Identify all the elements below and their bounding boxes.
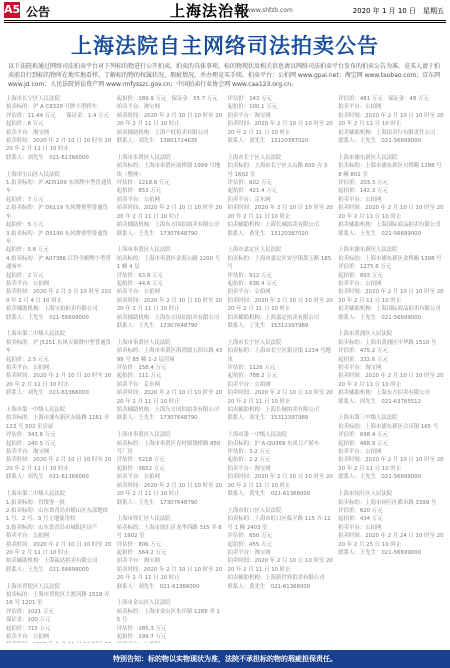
notice-column-text: 评估价：143 万元 起拍价：100.1 万元 拍卖平台：淘宝网 拍卖时间：2020 年 2 月 10 日 10 时至 2020 年 2 月 11 日 10 时止 联系人：刘先生 13120387020 上海市长宁区人民法院 拍卖标的：上海市长宁区天山路 600 弄 3 号 1602 室 评估价：602 万元 起拍价：421.4 万元 拍卖平台：京东网 拍卖时间：2020 年 2 月 10 日 10 时至 2020 年 2 月 11 日 10 时止 拍卖辅助机构：上海长城拍卖有限公司 联系人：黄先生 13120387020 上海市嘉定区人民法院 拍卖标的：上海市嘉定区安亭镇墨玉路 185 号 评估价：912 万元 起拍价：638.4 万元 拍卖平台：公拍网 拍卖时间：2020 年 2 月 10 日 10 时至 2020 年 2 月 11 日 10 时止 拍卖辅助机构：上海嘉定拍卖有限公司 联系人：丁先生 15312397989 上海市长宁区人民法院 拍卖标的：上海市长宁区新泾镇 1234 号地块 评估价：1126 万元 起拍价：788.2 万元 拍卖平台：公拍网 拍卖时间：2020 年 2 月 10 日 10 时至 2020 年 2 月 11 日 10 时止 拍卖辅助机构：上海长城拍卖有限公司 联系人：刘先生 15312397989 上海市第一中级人民法院 拍卖标的：沪 A·QU369 东风日产轿车 评估价：3.2 万元 起拍价：2.2 万元 拍卖平台：淘宝网 拍卖时间：2020 年 2 月 10 日 10 时至 2020 年 2 月 11 日 10 时止 联系人：黄先生 021-61366000 上海市虹口区人民法院 拍卖标的：上海市虹口区临平路 115 弄 12 号 1 幢 2403 室 评估价：650 万元 起拍价：455 万元 拍卖平台：淘宝网 拍卖时间：2020 年 2 月 10 日 10 时至 2020 年 2 月 11 日 10 时止 拍卖辅助机构：上海新世界拍卖有限公司 联系人：黄先生 021-61366000 [227,96,333,590]
masthead [0,0,450,22]
page-title: 上海法院自主网络司法拍卖公告 [71,34,379,58]
newspaper-url: www.shfzb.com [246,7,293,14]
issue-date: 2020 年 1 月 10 日 星期五 [352,7,444,15]
notice-column-4 [338,95,444,643]
intro-paragraph [8,62,442,89]
masthead-divider [4,20,446,21]
section-label: 公告 [26,5,51,19]
notice-columns [6,95,444,643]
notice-column-1 [6,95,112,643]
intro-text: 以下法院拟通过网络司法拍卖平台对下列标的物进行公开拍卖，拍卖的具体事项、标的物现状及相关信息请以网络司法拍卖平台发布的拍卖公告为准。竞买人请于拍卖前自行到标的物所在地实地看样，了解标的物的权属状况、瑕疵情况，并办理竞买手续。拍卖平台：公拍网 www.gpai.net；淘宝网 www.taobao.com；京东网 www.jd.com；人民法院诉讼资产网 www.rmfysszc.gov.cn；中国拍卖行业协会网 www.caa123.org.cn。 [8,63,441,88]
notice-column-2 [117,95,223,643]
notice-column-text: 上海市长宁区人民法院 拍卖标的：沪 A·C8329 号牌小型轿车 评估价：11.44 万元 保证金：1.4 万元 起拍价：8 万元 拍卖平台：淘宝网 拍卖时间：2020 年 2 月 10 日 10 时至 2020 年 2 月 11 日 10 时止 联系人：刘先生 021-61366000 上海市宝山区人民法院 1.拍卖标的：沪 AD5109 东风牌中型普通货车 起拍价：7 万元 2.拍卖标的：沪 D6119 东风牌重型普通货车 起拍价：5 万元 3.拍卖标的：沪 D5190 东风牌重型普通货车 起拍价：5.6 万元 4.拍卖标的：沪 A07386 江铃全顺牌小型普通客车 起拍价：2 万元 拍卖平台：公拍网 拍卖时间：2020 年 2 月 3 日 10 时至 2020 年 2 月 4 日 10 时止 拍卖辅助机构：上海宝拍拍卖有限公司 联系人：王先生 021-56699000 上海市第二中级人民法院 拍卖标的：沪 J5251 东风天锦牌中型普通货车 起拍价：2.5 万元 拍卖平台：公拍网 拍卖时间：2020 年 2 月 10 日 10 时至 2020 年 2 月 11 日 10 时止 联系人：刘先生 021-61366000 上海市第一中级人民法院 拍卖标的：上海市浦东新区东陆路 1161 弄 123 号 502 室房屋 评估价：343.6 万元 起拍价：240.5 万元 拍卖平台：淘宝网 拍卖时间：2020 年 2 月 10 日 10 时至 2020 年 2 月 11 日 10 时止 联系人：刘先生 021-61366000 上海市第二中级人民法院 1.拍卖标的：管线等一批 2.拍卖标的：山东省青岛市崂山区东部地块 1 号、2 号、3 号土地使用权 3.拍卖标的：山东省青岛市城阳区房产 拍卖平台：公拍网 拍卖时间：2020 年 2 月 10 日 10 时至 2020 年 2 月 11 日 10 时止 拍卖辅助机构：上海福达拍卖有限公司 联系人：王先生 021-56699000 上海市普陀区人民法院 拍卖标的：上海市普陀区大渡河路 1518 弄 16 号 1201 室 评估价：1021 万元 保证金：100 万元 起拍价：715 万元 拍卖平台：公拍网 [6,96,112,640]
notice-column-text: 评估价：481 万元 保证金：48 万元 拍卖平台：公拍网 拍卖时间：2020 年 2 月 10 日 10 时至 2020 年 2 月 11 日 10 时止 拍卖辅助机构：上海拍卖行有限责任公司 联系人：王先生 021-56699000 上海市浦东新区人民法院 拍卖标的：上海市浦东新区川桥路 1288 号 8 幢 802 室 评估价：203.3 万元 起拍价：142.3 万元 拍卖平台：公拍网 拍卖时间：2020 年 2 月 10 日 10 时至 2020 年 2 月 11 日 10 时止 拍卖辅助机构：上海国际商品拍卖有限公司 联系人：王先生 021-56699000 上海市浦东新区人民法院 拍卖标的：上海市浦东新区金桥路 1398 号 评估价：1275.6 万元 起拍价：893 万元 拍卖平台：公拍网 拍卖时间：2020 年 2 月 10 日 10 时至 2020 年 2 月 11 日 10 时止 拍卖辅助机构：上海国际商品拍卖有限公司 联系人：王先生 021-56699000 上海市黄浦区人民法院 拍卖标的：上海市黄浦区中华路 1510 号 评估价：475.2 万元 起拍价：332.6 万元 拍卖平台：淘宝网 拍卖时间：2020 年 2 月 10 日 10 时至 2020 年 2 月 11 日 10 时止 拍卖辅助机构：上海东方拍卖有限公司 联系人：周先生 021-63785512 上海市第三中级人民法院 拍卖标的：上海市浦东新区合庆镇 165 号 评估价：698.4 万元 起拍价：488.9 万元 拍卖平台：公拍网 拍卖时间：2020 年 2 月 10 日 10 时至 2020 年 2 月 11 日 10 时止 联系人：王先生 021-56699000 上海市闵行区人民法院 拍卖标的：上海市闵行区都市路 3399 号 评估价：620 万元 起拍价：434 万元 拍卖平台：公拍网 拍卖时间：2020 年 2 月 24 日 10 时至 2020 年 2 月 25 日 10 时止 联系人：王先生 021-56699000 [338,96,444,556]
page-number-badge: A5 [4,3,21,16]
notice-column-3 [228,95,334,643]
footer-banner [0,650,450,668]
footer-notice: 特别告知：标的物以实物现状为准，法院不承担标的物的瑕疵担保责任。 [113,655,337,663]
masthead-divider-secondary [4,22,446,23]
notice-column-text: 起拍价：189.9 万元 保证金：55.7 万元 拍卖平台：淘宝网 拍卖时间：2020 年 2 月 10 日 10 时至 2020 年 2 月 11 日 10 时止 拍卖辅助机构：上海产权拍卖有限公司 联系人：刘先生 13801724635 上海市奉贤区人民法院 拍卖标的：上海市奉贤区南桥镇 1999 号地块（整体） 评估价：1218.6 万元 起拍价：853 万元 拍卖平台：公拍网 拍卖时间：2020 年 2 月 10 日 10 时至 2020 年 2 月 11 日 10 时止 拍卖辅助机构：上海东方国拍拍卖有限公司 联系人：王先生 17307648790 上海市奉贤区人民法院 拍卖标的：上海市奉贤区金海公路 1200 号 1 幢 4 层 评估价：63.8 万元 起拍价：44.6 万元 拍卖平台：公拍网 拍卖时间：2020 年 2 月 10 日 10 时至 2020 年 2 月 11 日 10 时止 拍卖辅助机构：上海东方国拍拍卖有限公司 联系人：王先生 17307648790 上海市奉贤区人民法院 拍卖标的：上海市奉贤区海湾镇五四公路 4399 号 85 幢 1-2 层房屋 评估价：158.4 万元 起拍价：111 万元 拍卖平台：京东网 拍卖时间：2020 年 2 月 10 日 10 时至 2020 年 2 月 11 日 10 时止 拍卖辅助机构：上海东方国拍拍卖有限公司 联系人：王先生 17307648790 上海市奉贤区人民法院 拍卖标的：上海市奉贤区青村镇钱桥路 850 号厂房 评估价：5218 万元 起拍价：3652 万元 拍卖平台：公拍网 拍卖时间：2020 年 2 月 10 日 10 时至 2020 年 2 月 11 日 10 时止 联系人：王先生 17307648790 上海市徐汇区人民法院 拍卖标的：上海市徐汇区龙华西路 315 弄 6 号 1902 室 评估价：806 万元 起拍价：564.2 万元 拍卖平台：淘宝网 拍卖时间：2020 年 2 月 10 日 10 时至 2020 年 2 月 11 日 10 时止 联系人：刘先生 021-61366000 上海市金山区人民法院 拍卖标的：上海市金山区朱泾镇 1288 弄 15 号 评估价：285.3 万元 起拍价：199.7 万元 [116,96,223,640]
newspaper-logo: 上海法治報 [170,2,251,20]
